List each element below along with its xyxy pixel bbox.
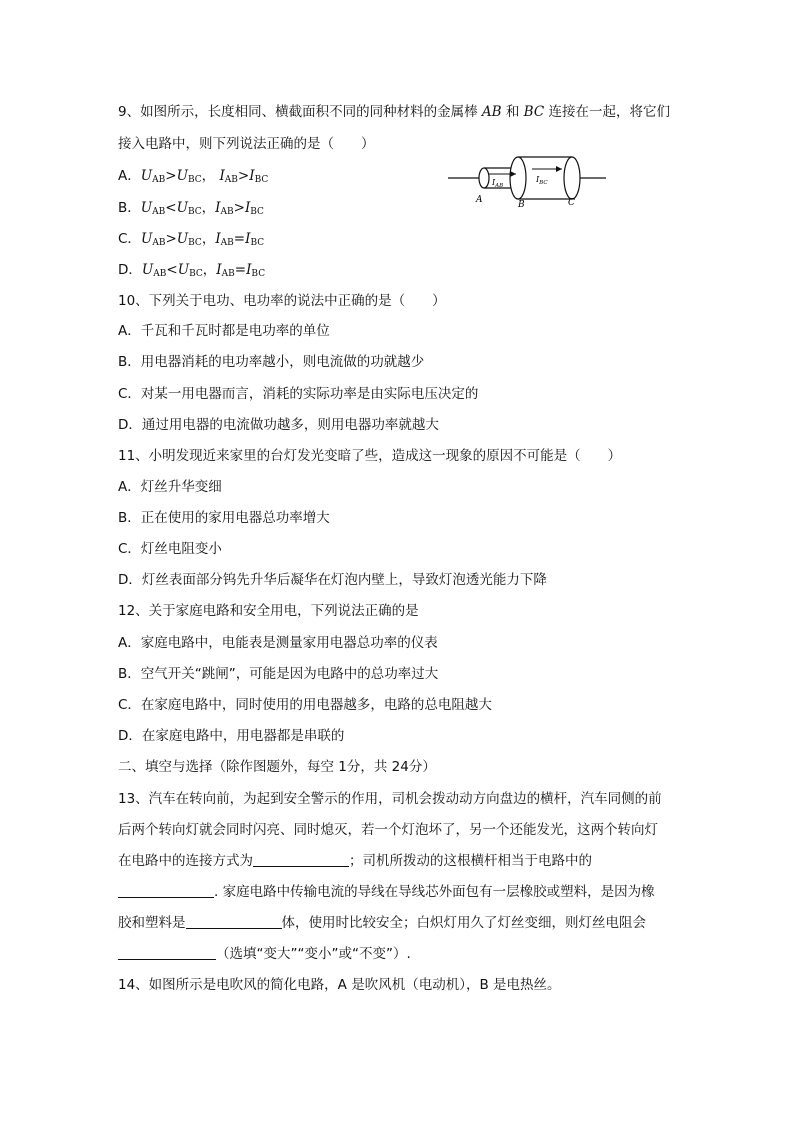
q11-option-d: D．灯丝表面部分钨先升华后凝华在灯泡内壁上，导致灯泡透光能力下降 [118,572,547,588]
q9-ab-label: AB [481,104,502,120]
option-letter: D． [118,262,142,278]
operator: > [233,200,245,216]
q13-text: 胶和塑料是 [118,915,186,931]
q9-bc-label: BC [523,104,545,120]
subscript: AB [153,269,167,279]
subscript: AB [152,175,166,185]
u-symbol: U [176,231,189,247]
answer-blank-4[interactable] [118,945,216,960]
subscript: BC [254,175,269,185]
q10-option-c: C．对某一用电器而言，消耗的实际功率是由实际电压决定的 [118,386,479,402]
q9-option-b [118,198,264,222]
u-symbol: U [176,200,188,216]
i-symbol: I [246,262,252,278]
q10-option-b: B．用电器消耗的电功率越小，则电流做的功就越少 [118,354,425,370]
answer-blank-2[interactable] [118,883,214,898]
q11-stem: 11、小明发现近来家里的台灯发光变暗了些，造成这一现象的原因不可能是（ ） [118,448,622,464]
operator: = [234,262,247,278]
q13-text: . 家庭电路中传输电流的导线在导线芯外面包有一层橡胶或塑料，是因为橡 [214,884,655,900]
q13-line4 [118,882,655,902]
q12-option-a: A．家庭电路中，电能表是测量家用电器总功率的仪表 [118,635,438,651]
separator: ， [201,231,216,247]
i-bc-label: $I_{BC}$ [536,175,548,186]
i-symbol: I [216,262,222,278]
q13-line5 [118,913,646,933]
operator: = [233,231,246,247]
subscript: BC [250,238,265,248]
q9-conductor-figure [448,150,608,210]
q12-option-b: B．空气开关“跳闸”，可能是因为电路中的总功率过大 [118,666,439,682]
i-symbol: I [244,200,251,216]
q9-option-a [118,166,268,190]
u-symbol: U [176,168,188,184]
u-symbol: U [177,262,190,278]
q9-stem-line2: 接入电路中，则下列说法正确的是（ ） [118,136,375,152]
label-c: C [568,198,575,208]
i-ab-label: $I_{AB}$ [492,178,504,189]
q10-option-d: D．通过用电器的电流做功越多，则用电器功率就越大 [118,417,439,433]
separator: ， [202,262,217,278]
conductor-ab-end [479,168,489,188]
q13-text: ；司机所拨动的这根横杆相当于电路中的 [349,853,592,869]
q9-stem-line1 [118,102,670,122]
option-letter: A． [118,168,141,184]
q11-option-a: A．灯丝升华变细 [118,479,222,495]
q13-line6 [118,944,411,964]
operator: > [165,168,177,184]
q13-text: 体，使用时比较安全；白炽灯用久了灯丝变细，则灯丝电阻会 [281,915,646,931]
option-letter: C． [118,231,141,247]
label-b: B [518,200,525,210]
u-symbol: U [140,168,153,184]
u-symbol: U [140,200,153,216]
i-symbol: I [215,200,221,216]
q13-text: 在电路中的连接方式为 [118,853,253,869]
subscript: AB [220,238,234,248]
q12-stem: 12、关于家庭电路和安全用电，下列说法正确的是 [118,603,419,619]
q13-line3 [118,851,592,871]
q9-option-d [118,260,265,284]
answer-blank-1[interactable] [253,852,349,867]
conductor-bc-right-end [564,157,580,199]
subscript: AB [152,238,166,248]
operator: > [237,168,250,184]
q12-option-c: C．在家庭电路中，同时使用的用电器越多，电路的总电阻越大 [118,697,492,713]
q13-text: （选填“变大”“变小”或“不变”）. [216,946,411,962]
subscript: BC [250,207,264,217]
q9-and-text: 和 [501,104,524,120]
operator: < [166,262,178,278]
section-2-title: 二、填空与选择（除作图题外，每空 1分，共 24分） [118,759,436,775]
u-symbol: U [140,231,153,247]
q10-option-a: A．千瓦和千瓦时都是电功率的单位 [118,323,330,339]
q13-line1: 13、汽车在转向前，为起到安全警示的作用，司机会拨动动方向盘边的横杆，汽车同侧的前 [118,791,662,807]
operator: < [165,200,177,216]
label-a: A [476,195,483,205]
u-symbol: U [141,262,154,278]
q11-option-c: C．灯丝电阻变小 [118,541,222,557]
subscript: BC [251,269,266,279]
conductor-bc-left-end [510,157,526,199]
i-symbol: I [219,168,225,184]
i-symbol: I [249,168,255,184]
subscript: AB [224,175,238,185]
operator: > [165,231,177,247]
q13-line2: 后两个转向灯就会同时闪亮、同时熄灭，若一个灯泡坏了，另一个还能发光，这两个转向灯 [118,822,658,838]
subscript: BC [187,207,202,217]
subscript: BC [188,238,202,248]
q10-stem: 10、下列关于电功、电功率的说法中正确的是（ ） [118,293,446,309]
separator: ， [201,200,216,216]
subscript: BC [189,269,203,279]
q9-stem-text: 9、如图所示，长度相同、横截面积不同的同种材料的金属棒 [118,104,482,120]
i-symbol: I [245,231,251,247]
answer-blank-3[interactable] [186,914,282,929]
q9-option-c [118,229,264,253]
arrowhead-bc [556,166,562,172]
q9-stem-text-end: 连接在一起，将它们 [544,104,670,120]
subscript: AB [152,207,166,217]
separator: ， [201,168,220,184]
q14-stem: 14、如图所示是电吹风的简化电路，A 是吹风机（电动机），B 是电热丝。 [118,977,561,993]
subscript: AB [220,207,234,217]
option-letter: B． [118,200,141,216]
q11-option-b: B．正在使用的家用电器总功率增大 [118,510,330,526]
q12-option-d: D．在家庭电路中，用电器都是串联的 [118,728,345,744]
subscript: AB [221,269,235,279]
i-symbol: I [215,231,221,247]
subscript: BC [187,175,202,185]
